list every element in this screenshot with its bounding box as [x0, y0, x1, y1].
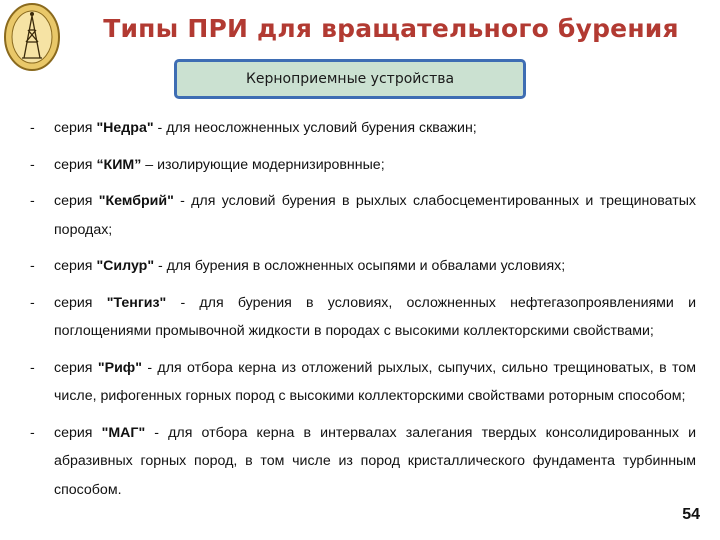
list-item: [30, 419, 696, 505]
bullet-dash: -: [30, 156, 35, 173]
series-description: - для отбора керна из отложений рыхлых, сыпучих, сильно трещиноватых, в том числе, рифогенных горных пород с высокими коллекторскими свойствами роторным способом;: [54, 359, 696, 404]
list-item: [30, 187, 696, 244]
item-lead: серия: [54, 258, 97, 274]
list-item: [30, 151, 696, 180]
series-description: – изолирующие модернизировнные;: [141, 156, 385, 173]
item-lead: серия: [54, 120, 97, 136]
page-number: 54: [682, 506, 700, 523]
series-description: - для условий бурения в рыхлых слабосцементированных и трещиноватых породах;: [54, 193, 696, 238]
bullet-dash: -: [30, 258, 35, 274]
page-title: Типы ПРИ для вращательного бурения: [103, 14, 679, 43]
bullet-dash: -: [30, 359, 35, 376]
series-list: [30, 114, 696, 512]
item-lead: серия: [54, 294, 107, 311]
item-lead: серия: [54, 359, 98, 376]
list-item: [30, 354, 696, 411]
item-lead: серия: [54, 156, 97, 173]
series-name: “КИМ”: [96, 156, 142, 173]
series-description: - для бурения в осложненных осыпями и обвалами условиях;: [154, 258, 566, 274]
university-emblem-logo: [3, 2, 61, 72]
item-lead: серия: [54, 424, 102, 441]
item-lead: серия: [54, 193, 99, 209]
list-item: [30, 114, 696, 143]
series-name: "Кембрий": [98, 193, 174, 209]
series-description: - для бурения в условиях, осложненных нефтегазопроявлениями и поглощениями промывочной жидкости в породах с высокими коллекторскими свойствами;: [54, 294, 696, 339]
bullet-dash: -: [30, 120, 35, 136]
series-name: "Недра": [96, 120, 154, 136]
bullet-dash: -: [30, 424, 35, 441]
series-name: "Тенгиз": [106, 294, 167, 311]
series-description: - для отбора керна в интервалах залегания твердых консолидированных и абразивных горных пород, в том числе из пород кристаллического фундамента турбинным способом.: [54, 424, 696, 498]
bullet-dash: -: [30, 193, 35, 209]
series-name: "Силур": [96, 258, 155, 274]
series-name: "Риф": [97, 359, 142, 376]
section-banner: Керноприемные устройства: [174, 59, 526, 99]
list-item: [30, 289, 696, 346]
series-name: "МАГ": [101, 424, 146, 441]
list-item: [30, 252, 696, 281]
series-description: - для неосложненных условий бурения скважин;: [153, 120, 477, 136]
bullet-dash: -: [30, 294, 35, 311]
